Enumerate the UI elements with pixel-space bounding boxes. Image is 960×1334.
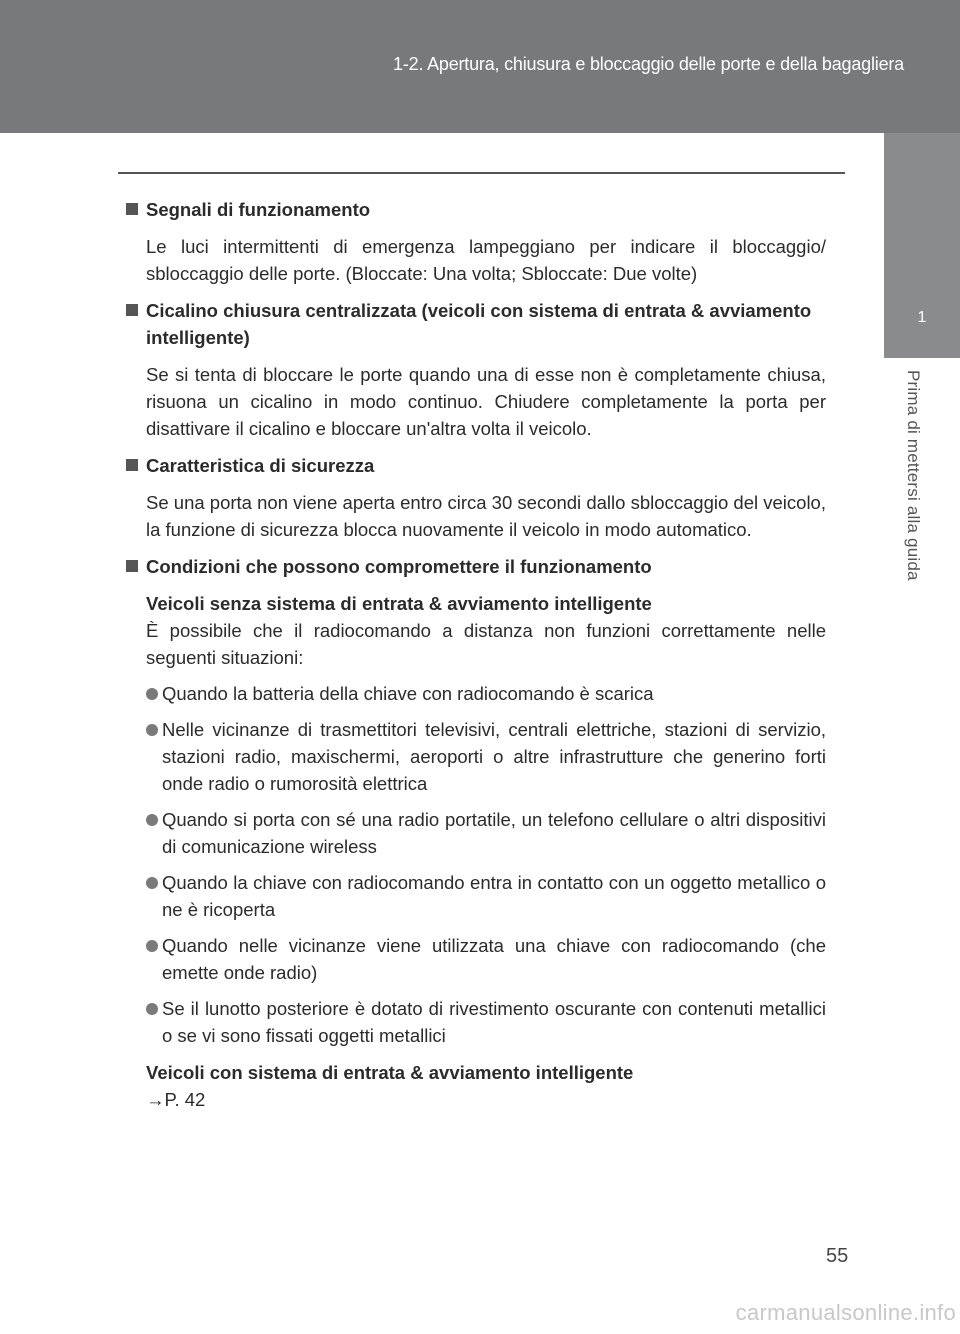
page-header xyxy=(0,0,960,133)
section-text: Se si tenta di bloccare le porte quando una di esse non è completamente chiusa, risuona un cicalino in modo continuo. Chiudere completamente la porta per disattivare il cicalino e bloccare un'altra volta il veicolo. xyxy=(146,364,826,439)
chapter-tab xyxy=(884,133,960,358)
subheading: Veicoli senza sistema di entrata & avviamento intelligente xyxy=(146,593,652,614)
section-heading: Caratteristica di sicurezza xyxy=(126,452,826,479)
page-number: 55 xyxy=(826,1245,849,1267)
section-heading: Cicalino chiusura centralizzata (veicoli con sistema di entrata & avviamento intelligente) xyxy=(126,297,826,351)
circle-bullet-icon xyxy=(146,814,158,826)
section-heading: Segnali di funzionamento xyxy=(126,196,826,223)
subheading: Veicoli con sistema di entrata & avviamento intelligente xyxy=(146,1062,634,1083)
square-bullet-icon xyxy=(126,560,138,572)
section-text: Se una porta non viene aperta entro circa 30 secondi dallo sbloccaggio del veicolo, la funzione di sicurezza blocca nuovamente il veicolo in modo automatico. xyxy=(146,492,826,540)
page-reference-link[interactable]: →P. 42 xyxy=(146,1089,206,1110)
square-bullet-icon xyxy=(126,304,138,316)
list-item: Se il lunotto posteriore è dotato di rivestimento oscurante con contenuti metallici o se vi sono fissati oggetti metallici xyxy=(126,995,826,1049)
list-item: Nelle vicinanze di trasmettitori televisivi, centrali elettriche, stazioni di servizio, stazioni radio, maxischermi, aeroporti o altre infrastrutture che generino forti onde radio o rumorosità elettrica xyxy=(126,716,826,797)
list-item: Quando la batteria della chiave con radiocomando è scarica xyxy=(126,680,826,707)
square-bullet-icon xyxy=(126,203,138,215)
circle-bullet-icon xyxy=(146,1003,158,1015)
list-item: Quando nelle vicinanze viene utilizzata una chiave con radiocomando (che emette onde radio) xyxy=(126,932,826,986)
section-heading: Condizioni che possono compromettere il funzionamento xyxy=(126,553,826,580)
circle-bullet-icon xyxy=(146,688,158,700)
circle-bullet-icon xyxy=(146,724,158,736)
circle-bullet-icon xyxy=(146,877,158,889)
watermark: carmanualsonline.info xyxy=(735,1300,956,1325)
chapter-label: Prima di mettersi alla guida xyxy=(904,370,923,581)
list-item: Quando si porta con sé una radio portatile, un telefono cellulare o altri dispositivi di comunicazione wireless xyxy=(126,806,826,860)
square-bullet-icon xyxy=(126,459,138,471)
chapter-number: 1 xyxy=(917,309,927,326)
section-title: 1-2. Apertura, chiusura e bloccaggio delle porte e della bagagliera xyxy=(393,54,904,74)
divider-rule xyxy=(118,172,845,174)
circle-bullet-icon xyxy=(146,940,158,952)
list-item: Quando la chiave con radiocomando entra in contatto con un oggetto metallico o ne è ricoperta xyxy=(126,869,826,923)
page-content xyxy=(126,196,826,1113)
section-text: È possibile che il radiocomando a distanza non funzioni correttamente nelle seguenti situazioni: xyxy=(146,620,826,668)
section-text: Le luci intermittenti di emergenza lampeggiano per indicare il bloccaggio/ sbloccaggio delle porte. (Bloccate: Una volta; Sbloccate: Due volte) xyxy=(146,236,826,284)
